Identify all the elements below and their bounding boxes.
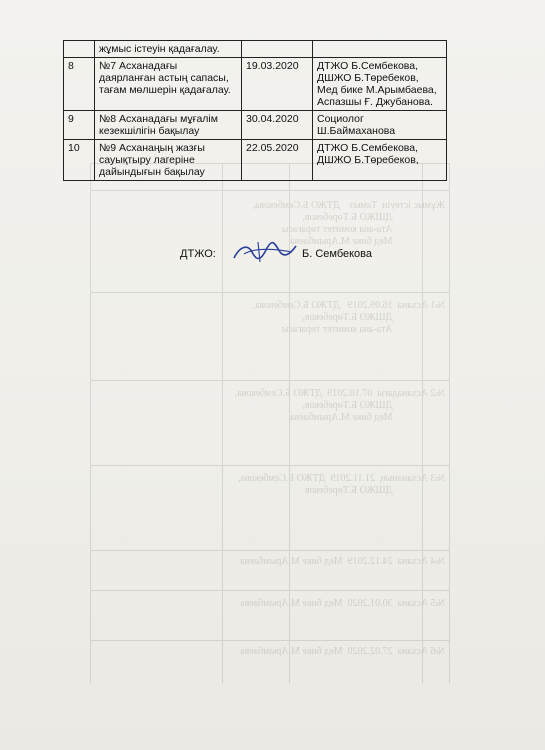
event-cell	[95, 58, 242, 111]
event-text-line: жұмыс істеуін қадағалау.	[99, 43, 220, 55]
event-cell	[95, 111, 242, 140]
schedule-table	[63, 40, 447, 181]
row-number-cell: 10	[64, 140, 95, 181]
table-row	[64, 111, 447, 140]
responsible-cell	[313, 58, 447, 111]
responsible-text-line: ДТЖО Б.Сембекова,	[317, 142, 419, 154]
signature-label: ДТЖО:	[180, 248, 216, 260]
responsible-text-line: ДШЖО Б.Төребеков,	[317, 154, 419, 166]
table-row	[64, 140, 447, 181]
event-cell	[95, 140, 242, 181]
event-text-line: №8 Асханадағы мұғалім	[99, 113, 218, 125]
table-row	[64, 58, 447, 111]
event-text-line: дайындығын бақылау	[99, 166, 205, 178]
responsible-text-line: ДШЖО Б.Төребеков,	[317, 72, 419, 84]
event-text-line: сауықтыру лагеріне	[99, 154, 195, 166]
date-cell	[242, 41, 313, 58]
responsible-text-line: Мед бике М.Арымбаева,	[317, 84, 437, 96]
event-cell	[95, 41, 242, 58]
table-row	[64, 41, 447, 58]
event-text-line: №9 Асханаңың жазғы	[99, 142, 205, 154]
row-number-cell	[64, 41, 95, 58]
row-number-cell: 8	[64, 58, 95, 111]
date-cell: 30.04.2020	[242, 111, 313, 140]
responsible-cell	[313, 41, 447, 58]
event-text-line: тағам мөлшерін қадағалау.	[99, 84, 231, 96]
bleed-through-text: Жұмыс істеуін Тамыз ДТЖО Б.Сембекова, ДШЖО Б.Төребеков, Ата-ана комитет төрағасы Мед бике М.Арымбаева №1 Асхана 16.09.2019 ДТЖО Б.Сембекова, ДШЖО Б.Төребеков, Ата-ана комитет төрағасы №2 Асханадағы 07.10.2019 ДТЖО Б.Сембекова, ДШЖО Б.Төребеков, Мед бике М.Арымбаева №3 Асхананың 21.11.2019 ДТЖО Б.Сембекова, ДШЖО Б.Төребеков №4 Асхана 24.12.2019 Мед бике М.Арымбаева №5 Асхана 30.01.2020 Мед бике М.Арымбаева №6 Асхана 27.02.2020 Мед бике М.Арымбаева	[0, 0, 545, 750]
date-cell: 22.05.2020	[242, 140, 313, 181]
handwritten-signature	[230, 238, 300, 268]
responsible-cell	[313, 111, 447, 140]
row-number-cell: 9	[64, 111, 95, 140]
event-text-line: кезекшілігін бақылау	[99, 125, 200, 137]
responsible-text-line: Аспазшы Ғ. Джубанова.	[317, 96, 433, 108]
signature-name: Б. Сембекова	[302, 248, 373, 260]
event-text-line: №7 Асханадағы	[99, 60, 178, 72]
responsible-text-line: ДТЖО Б.Сембекова,	[317, 60, 419, 72]
date-cell: 19.03.2020	[242, 58, 313, 111]
responsible-cell	[313, 140, 447, 181]
event-text-line: даярланған астың сапасы,	[99, 72, 229, 84]
responsible-text-line: Социолог Ш.Баймаханова	[317, 113, 396, 137]
